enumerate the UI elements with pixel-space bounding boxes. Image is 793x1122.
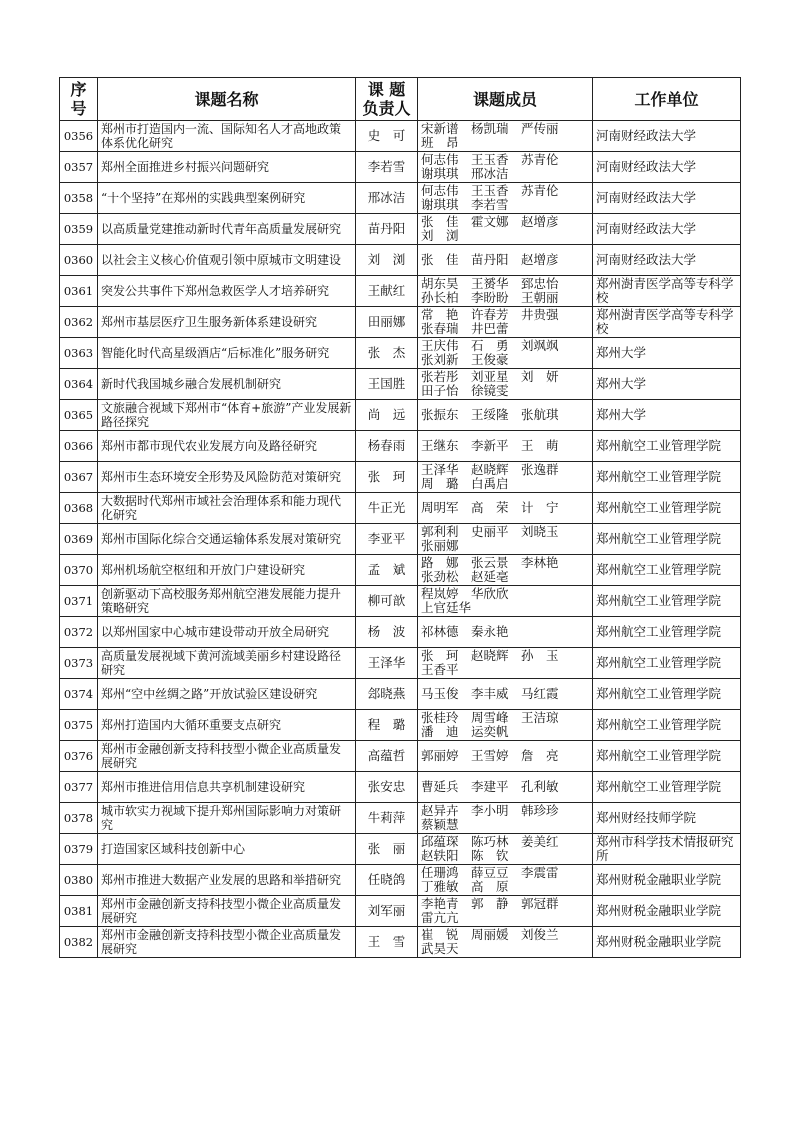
- table-row: [60, 431, 741, 462]
- projects-table: [59, 77, 741, 958]
- member-line: 张刘新 王俊豪: [421, 352, 509, 367]
- work-unit: 郑州航空工业管理学院: [593, 462, 741, 493]
- table-row: [60, 152, 741, 183]
- project-title: 大数据时代郑州市域社会治理体系和能力现代化研究: [98, 493, 356, 524]
- row-number: 0369: [60, 524, 98, 555]
- project-title: 郑州机场航空枢纽和开放门户建设研究: [98, 555, 356, 586]
- member-line: 王香平: [421, 662, 459, 677]
- row-number: 0376: [60, 741, 98, 772]
- table-row: [60, 741, 741, 772]
- member-line: 祁林德 秦永艳: [421, 624, 509, 639]
- work-unit: 郑州航空工业管理学院: [593, 648, 741, 679]
- row-number: 0370: [60, 555, 98, 586]
- project-members: [418, 772, 593, 803]
- project-title: 郑州市打造国内一流、国际知名人才高地政策体系优化研究: [98, 121, 356, 152]
- member-line: 孙长柏 李盼盼 王朝丽: [421, 290, 559, 305]
- project-leader: 张 杰: [356, 338, 418, 369]
- table-row: [60, 865, 741, 896]
- row-number: 0375: [60, 710, 98, 741]
- member-line: 何志伟 王玉香 苏青伦: [421, 183, 559, 198]
- table-row: [60, 462, 741, 493]
- row-number: 0380: [60, 865, 98, 896]
- member-line: 任珊鸿 薛豆豆 李震雷: [421, 865, 559, 880]
- member-line: 张桂玲 周雪峰 王洁琼: [421, 710, 559, 725]
- table-row: [60, 927, 741, 958]
- table-row: [60, 524, 741, 555]
- member-line: 张劲松 赵延亳: [421, 569, 509, 584]
- row-number: 0359: [60, 214, 98, 245]
- table-row: [60, 214, 741, 245]
- member-line: 李艳青 郭 静 郭冠群: [421, 896, 559, 911]
- table-body: [60, 121, 741, 958]
- row-number: 0356: [60, 121, 98, 152]
- table-row: [60, 245, 741, 276]
- project-title: 郑州市生态环境安全形势及风险防范对策研究: [98, 462, 356, 493]
- project-leader: 孟 斌: [356, 555, 418, 586]
- member-line: 曹延兵 李建平 孔利敏: [421, 779, 559, 794]
- table-row: [60, 679, 741, 710]
- table-row: [60, 369, 741, 400]
- member-line: 田子怡 徐镜雯: [421, 383, 509, 398]
- project-leader: 苗丹阳: [356, 214, 418, 245]
- project-members: [418, 493, 593, 524]
- member-line: 武昊天: [421, 941, 459, 956]
- row-number: 0367: [60, 462, 98, 493]
- project-members: [418, 896, 593, 927]
- project-members: [418, 400, 593, 431]
- project-leader: 王泽华: [356, 648, 418, 679]
- project-leader: 张安忠: [356, 772, 418, 803]
- project-members: [418, 431, 593, 462]
- row-number: 0374: [60, 679, 98, 710]
- project-members: [418, 617, 593, 648]
- project-leader: 史 可: [356, 121, 418, 152]
- project-leader: 田丽娜: [356, 307, 418, 338]
- work-unit: 郑州航空工业管理学院: [593, 586, 741, 617]
- project-title: 创新驱动下高校服务郑州航空港发展能力提升策略研究: [98, 586, 356, 617]
- project-title: 新时代我国城乡融合发展机制研究: [98, 369, 356, 400]
- project-title: 郑州打造国内大循环重要支点研究: [98, 710, 356, 741]
- member-line: 刘 浏: [421, 228, 459, 243]
- table-row: [60, 338, 741, 369]
- row-number: 0357: [60, 152, 98, 183]
- row-number: 0363: [60, 338, 98, 369]
- header-members: 课题成员: [418, 78, 593, 121]
- work-unit: 郑州航空工业管理学院: [593, 617, 741, 648]
- work-unit: 郑州财税金融职业学院: [593, 896, 741, 927]
- project-leader: 牛正光: [356, 493, 418, 524]
- row-number: 0382: [60, 927, 98, 958]
- member-line: 谢琪琪 李若雪: [421, 197, 509, 212]
- work-unit: 郑州财经技师学院: [593, 803, 741, 834]
- work-unit: 郑州航空工业管理学院: [593, 555, 741, 586]
- project-members: [418, 555, 593, 586]
- table-row: [60, 493, 741, 524]
- project-title: “十个坚持”在郑州的实践典型案例研究: [98, 183, 356, 214]
- project-members: [418, 524, 593, 555]
- project-leader: 柳可歆: [356, 586, 418, 617]
- project-leader: 刘军丽: [356, 896, 418, 927]
- project-leader: 任晓鸽: [356, 865, 418, 896]
- row-number: 0362: [60, 307, 98, 338]
- project-title: 文旅融合视域下郑州市“体育+旅游”产业发展新路径探究: [98, 400, 356, 431]
- project-members: [418, 214, 593, 245]
- project-title: 郑州市金融创新支持科技型小微企业高质量发展研究: [98, 741, 356, 772]
- member-line: 周 璐 白禹启: [421, 476, 509, 491]
- work-unit: 河南财经政法大学: [593, 121, 741, 152]
- project-members: [418, 183, 593, 214]
- table-row: [60, 183, 741, 214]
- project-title: 郑州市推进大数据产业发展的思路和举措研究: [98, 865, 356, 896]
- member-line: 谢琪琪 邢冰洁: [421, 166, 509, 181]
- row-number: 0371: [60, 586, 98, 617]
- member-line: 丁雅敏 高 原: [421, 879, 509, 894]
- member-line: 路 娜 张云景 李林艳: [421, 555, 559, 570]
- project-members: [418, 679, 593, 710]
- member-line: 胡东昊 王赟华 郅忠怡: [421, 276, 559, 291]
- work-unit: 郑州航空工业管理学院: [593, 524, 741, 555]
- project-title: 郑州市国际化综合交通运输体系发展对策研究: [98, 524, 356, 555]
- row-number: 0365: [60, 400, 98, 431]
- member-line: 宋新谱 杨凯瑞 严传丽: [421, 121, 559, 136]
- project-leader: 程 璐: [356, 710, 418, 741]
- member-line: 常 艳 许春芳 井贵强: [421, 307, 559, 322]
- project-members: [418, 152, 593, 183]
- project-title: 郑州市金融创新支持科技型小微企业高质量发展研究: [98, 896, 356, 927]
- work-unit: 郑州航空工业管理学院: [593, 493, 741, 524]
- project-title: 突发公共事件下郑州急救医学人才培养研究: [98, 276, 356, 307]
- project-title: 郑州市金融创新支持科技型小微企业高质量发展研究: [98, 927, 356, 958]
- header-no: 序 号: [60, 78, 98, 121]
- member-line: 邱蕴琛 陈巧林 姜美红: [421, 834, 559, 849]
- row-number: 0361: [60, 276, 98, 307]
- project-leader: 王 雪: [356, 927, 418, 958]
- member-line: 班 昂: [421, 135, 459, 150]
- project-leader: 高蕴哲: [356, 741, 418, 772]
- member-line: 张丽娜: [421, 538, 459, 553]
- project-title: 以郑州国家中心城市建设带动开放全局研究: [98, 617, 356, 648]
- header-name: 课题名称: [98, 78, 356, 121]
- member-line: 郭利利 史丽平 刘晓玉: [421, 524, 559, 539]
- project-members: [418, 865, 593, 896]
- work-unit: 郑州财税金融职业学院: [593, 865, 741, 896]
- project-title: 郑州市基层医疗卫生服务新体系建设研究: [98, 307, 356, 338]
- member-line: 张 佳 苗丹阳 赵增彦: [421, 252, 559, 267]
- work-unit: 河南财经政法大学: [593, 214, 741, 245]
- table-row: [60, 834, 741, 865]
- row-number: 0364: [60, 369, 98, 400]
- project-members: [418, 648, 593, 679]
- work-unit: 郑州航空工业管理学院: [593, 679, 741, 710]
- table-row: [60, 896, 741, 927]
- row-number: 0377: [60, 772, 98, 803]
- member-line: 张春瑞 井巴蕾: [421, 321, 509, 336]
- member-line: 王泽华 赵晓辉 张逸群: [421, 462, 559, 477]
- project-leader: 王献红: [356, 276, 418, 307]
- project-title: 郑州全面推进乡村振兴问题研究: [98, 152, 356, 183]
- work-unit: 河南财经政法大学: [593, 183, 741, 214]
- project-leader: 张 珂: [356, 462, 418, 493]
- project-leader: 邢冰洁: [356, 183, 418, 214]
- project-title: 高质量发展视域下黄河流域美丽乡村建设路径研究: [98, 648, 356, 679]
- project-members: [418, 462, 593, 493]
- header-leader: 课 题 负责人: [356, 78, 418, 121]
- work-unit: 郑州大学: [593, 338, 741, 369]
- project-title: 郑州“空中丝绸之路”开放试验区建设研究: [98, 679, 356, 710]
- member-line: 何志伟 王玉香 苏青伦: [421, 152, 559, 167]
- member-line: 赵异卉 李小明 韩珍珍: [421, 803, 559, 818]
- row-number: 0358: [60, 183, 98, 214]
- project-members: [418, 307, 593, 338]
- table-row: [60, 586, 741, 617]
- project-members: [418, 927, 593, 958]
- table-row: [60, 772, 741, 803]
- member-line: 王继东 李新平 王 萌: [421, 438, 559, 453]
- project-leader: 王国胜: [356, 369, 418, 400]
- project-leader: 李若雪: [356, 152, 418, 183]
- work-unit: 郑州财税金融职业学院: [593, 927, 741, 958]
- member-line: 张 佳 霍文娜 赵增彦: [421, 214, 559, 229]
- project-title: 以社会主义核心价值观引领中原城市文明建设: [98, 245, 356, 276]
- table-row: [60, 648, 741, 679]
- member-line: 张 珂 赵晓辉 孙 玉: [421, 648, 559, 663]
- member-line: 马玉俊 李丰威 马红霞: [421, 686, 559, 701]
- project-leader: 刘 浏: [356, 245, 418, 276]
- project-members: [418, 121, 593, 152]
- project-leader: 杨 波: [356, 617, 418, 648]
- member-line: 张振东 王绥隆 张航琪: [421, 407, 559, 422]
- project-members: [418, 369, 593, 400]
- row-number: 0372: [60, 617, 98, 648]
- table-row: [60, 803, 741, 834]
- table-row: [60, 710, 741, 741]
- row-number: 0379: [60, 834, 98, 865]
- row-number: 0366: [60, 431, 98, 462]
- row-number: 0373: [60, 648, 98, 679]
- member-line: 崔 锐 周丽媛 刘俊兰: [421, 927, 559, 942]
- work-unit: 河南财经政法大学: [593, 245, 741, 276]
- work-unit: 河南财经政法大学: [593, 152, 741, 183]
- member-line: 郭丽婷 王雪婷 詹 亮: [421, 748, 559, 763]
- project-members: [418, 834, 593, 865]
- project-leader: 李亚平: [356, 524, 418, 555]
- member-line: 潘 迪 运奕帆: [421, 724, 509, 739]
- project-members: [418, 803, 593, 834]
- project-title: 智能化时代高星级酒店“后标准化”服务研究: [98, 338, 356, 369]
- header-row: [60, 78, 741, 121]
- work-unit: 郑州航空工业管理学院: [593, 710, 741, 741]
- project-members: [418, 710, 593, 741]
- project-title: 打造国家区域科技创新中心: [98, 834, 356, 865]
- member-line: 周明军 高 荣 计 宁: [421, 500, 559, 515]
- project-members: [418, 338, 593, 369]
- member-line: 程岚婷 华欣欣: [421, 586, 509, 601]
- work-unit: 郑州航空工业管理学院: [593, 741, 741, 772]
- row-number: 0368: [60, 493, 98, 524]
- member-line: 赵轶阳 陈 钦: [421, 848, 509, 863]
- project-leader: 张 丽: [356, 834, 418, 865]
- work-unit: 郑州航空工业管理学院: [593, 772, 741, 803]
- work-unit: 郑州航空工业管理学院: [593, 431, 741, 462]
- member-line: 上官廷华: [421, 600, 472, 615]
- member-line: 王庆伟 石 勇 刘飒飒: [421, 338, 559, 353]
- member-line: 蔡颖慧: [421, 817, 459, 832]
- member-line: 张若彤 刘亚星 刘 妍: [421, 369, 559, 384]
- project-leader: 尚 远: [356, 400, 418, 431]
- project-leader: 郐晓燕: [356, 679, 418, 710]
- table-row: [60, 617, 741, 648]
- project-title: 郑州市推进信用信息共享机制建设研究: [98, 772, 356, 803]
- project-leader: 杨春雨: [356, 431, 418, 462]
- project-members: [418, 245, 593, 276]
- project-leader: 牛莉萍: [356, 803, 418, 834]
- project-members: [418, 586, 593, 617]
- work-unit: 郑州市科学技术情报研究所: [593, 834, 741, 865]
- table-row: [60, 276, 741, 307]
- work-unit: 郑州大学: [593, 400, 741, 431]
- work-unit: 郑州澍青医学高等专科学校: [593, 276, 741, 307]
- project-title: 郑州市都市现代农业发展方向及路径研究: [98, 431, 356, 462]
- row-number: 0378: [60, 803, 98, 834]
- project-members: [418, 741, 593, 772]
- project-title: 城市软实力视域下提升郑州国际影响力对策研究: [98, 803, 356, 834]
- work-unit: 郑州澍青医学高等专科学校: [593, 307, 741, 338]
- table-row: [60, 555, 741, 586]
- row-number: 0381: [60, 896, 98, 927]
- table-row: [60, 400, 741, 431]
- table-row: [60, 121, 741, 152]
- row-number: 0360: [60, 245, 98, 276]
- project-title: 以高质量党建推动新时代青年高质量发展研究: [98, 214, 356, 245]
- header-unit: 工作单位: [593, 78, 741, 121]
- table-row: [60, 307, 741, 338]
- project-members: [418, 276, 593, 307]
- member-line: 雷亢亢: [421, 910, 459, 925]
- work-unit: 郑州大学: [593, 369, 741, 400]
